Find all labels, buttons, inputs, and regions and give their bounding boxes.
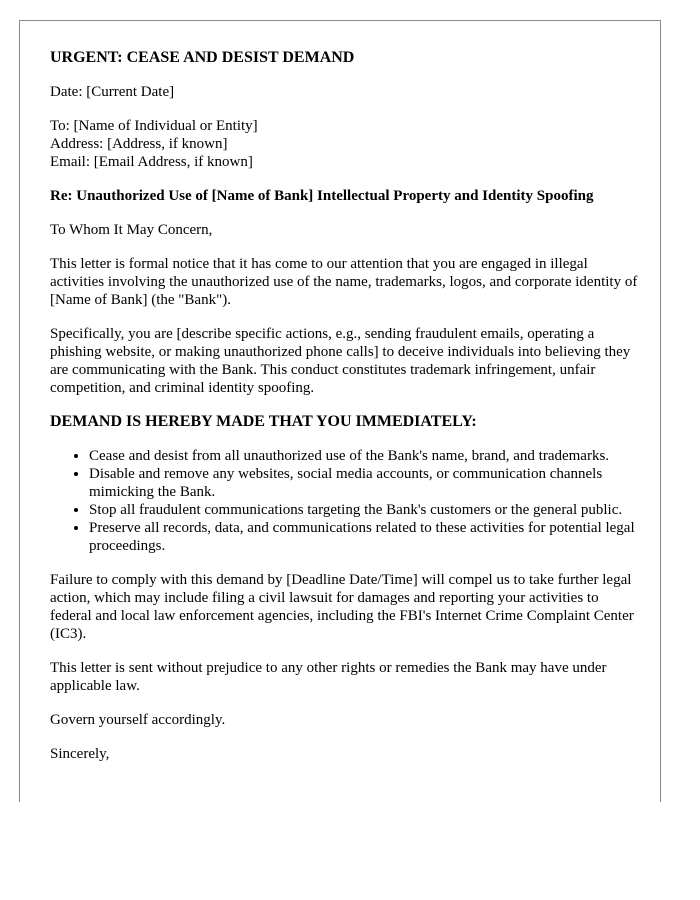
demand-item: • Cease and desist from all unauthorized use of the Bank's name, brand, and trademarks. [89,447,640,465]
demand-list [50,447,640,555]
address-line: Address: [Address, if known] [50,136,228,152]
recipient-block [50,117,640,171]
paragraph-specifics: Specifically, you are [describe specific actions, e.g., sending fraudulent emails, operating a phishing website, or making unauthorized phone calls] to deceive individuals into believing they are communicating with the Bank. This conduct constitutes trademark infringement, unfair competition, and criminal identity spoofing. [50,326,631,396]
letter-body [50,49,640,779]
demand-item: • Disable and remove any websites, social media accounts, or communication channels mimicking the Bank. [89,465,640,501]
paragraph-without-prejudice: This letter is sent without prejudice to any other rights or remedies the Bank may have under applicable law. [50,660,607,694]
email-line: Email: [Email Address, if known] [50,154,253,170]
date-line: Date: [Current Date] [50,84,175,100]
demand-item: • Stop all fraudulent communications targeting the Bank's customers or the general public. [89,501,640,519]
demand-item: • Preserve all records, data, and communications related to these activities for potential legal proceedings. [89,519,640,555]
paragraph-notice: This letter is formal notice that it has come to our attention that you are engaged in illegal activities involving the unauthorized use of the name, trademarks, logos, and corporate identity of [Name of Bank] (the "Bank"). [50,256,638,308]
salutation: To Whom It May Concern, [50,222,213,238]
subject-line: Re: Unauthorized Use of [Name of Bank] Intellectual Property and Identity Spoofing [50,188,594,204]
letter-title: URGENT: CEASE AND DESIST DEMAND [50,49,355,66]
letter-page [19,20,661,802]
paragraph-consequences: Failure to comply with this demand by [Deadline Date/Time] will compel us to take further legal action, which may include filing a civil lawsuit for damages and reporting your activities to federal and local law enforcement agencies, including the FBI's Internet Crime Complaint Center (IC3). [50,572,634,642]
to-line: To: [Name of Individual or Entity] [50,118,258,134]
demand-heading: DEMAND IS HEREBY MADE THAT YOU IMMEDIATELY: [50,413,477,430]
closing: Sincerely, [50,746,110,762]
paragraph-govern: Govern yourself accordingly. [50,712,226,728]
